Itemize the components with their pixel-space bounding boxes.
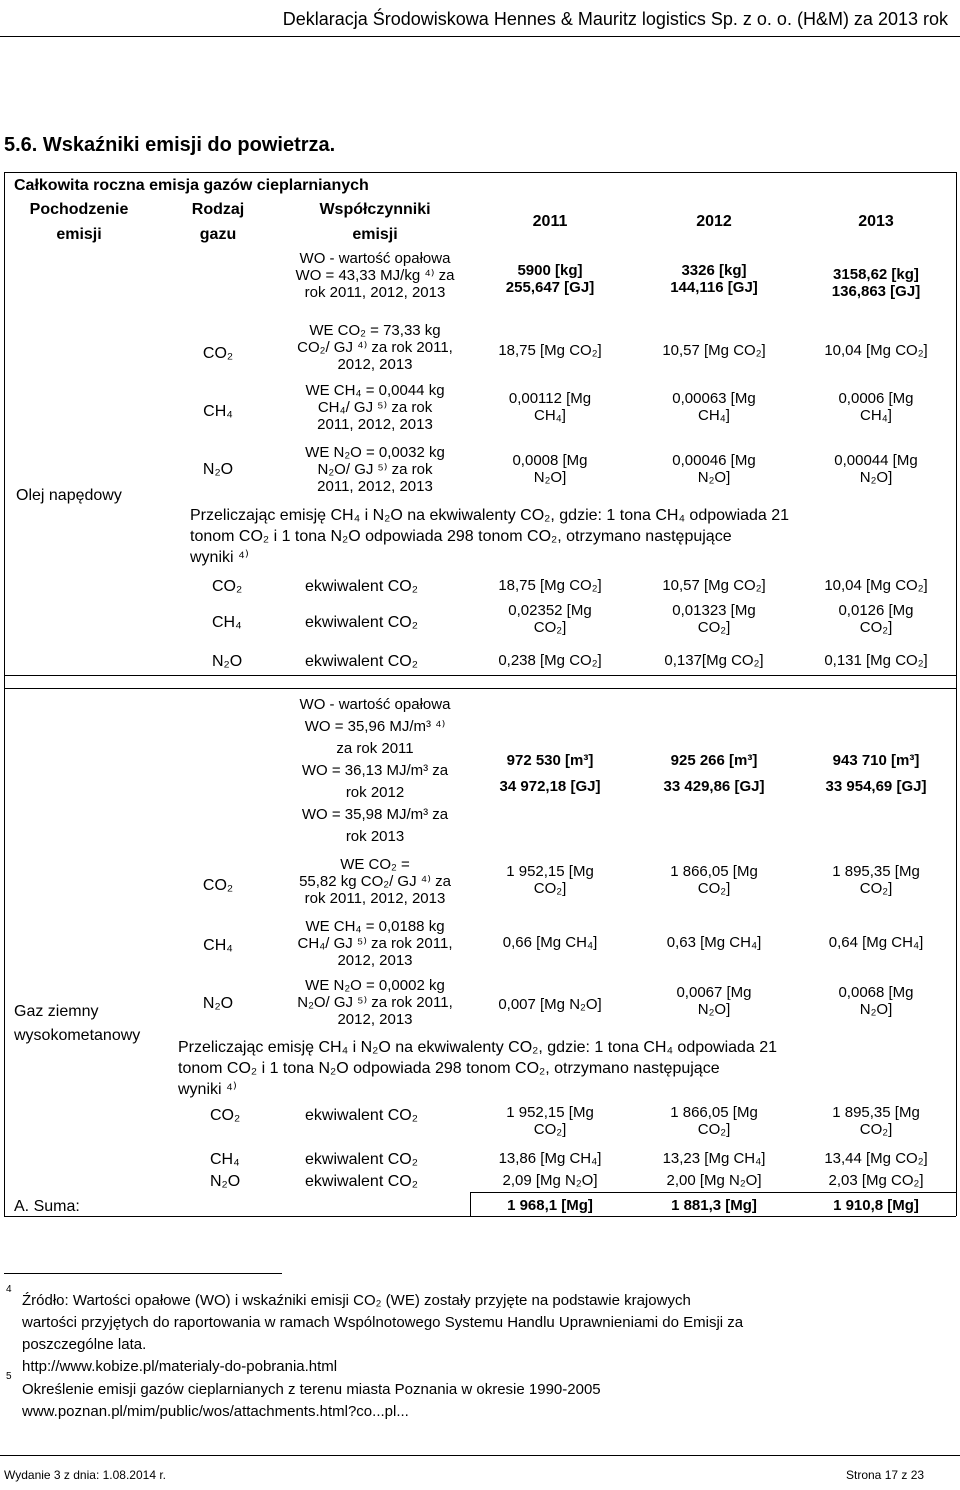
footer-page-number: Strona 17 z 23: [846, 1468, 925, 1482]
oil-ch4-factor: WE CH₄ = 0,0044 kg CH₄/ GJ ⁵⁾ za rok 2011, 2012, 2013: [305, 382, 445, 433]
oil-conversion-note-1: Przeliczając emisję CH₄ i N₂O na ekwiwalenty CO₂, gdzie: 1 tona CH₄ odpowiada 21: [190, 507, 790, 524]
oil-eq-co2-label: ekwiwalent CO₂: [305, 578, 418, 595]
gas-co2-2012: 1 866,05 [Mg CO₂]: [670, 863, 758, 897]
oil-conversion-note-3: wyniki ⁴⁾: [190, 549, 249, 566]
oil-eq-n2o-label: ekwiwalent CO₂: [305, 653, 418, 670]
gas-wo-2011: 972 530 [m³] 34 972,18 [GJ]: [499, 752, 601, 795]
gas-eq-co2-label: ekwiwalent CO₂: [305, 1107, 418, 1124]
gas-ch4-factor: WE CH₄ = 0,0188 kg CH₄/ GJ ⁵⁾ za rok 2011, 2012, 2013: [297, 918, 453, 969]
oil-ch4-2012: 0,00063 [Mg CH₄]: [672, 390, 756, 424]
footnote-4-line-2: wartości przyjętych do raportowania w ramach Wspólnotowego Systemu Handlu Uprawnieniami do Emisji za: [22, 1314, 744, 1331]
gas-eq-ch4-2012: 13,23 [Mg CH₄]: [662, 1150, 766, 1167]
gas-wo-2013: 943 710 [m³] 33 954,69 [GJ]: [825, 752, 927, 795]
header-source: Pochodzenie: [29, 201, 129, 218]
header-gas-2: gazu: [199, 226, 237, 243]
gas-eq-n2o-2013: 2,03 [Mg CO₂]: [828, 1172, 924, 1189]
gas-co2-2013: 1 895,35 [Mg CO₂]: [832, 863, 920, 897]
gas-eq-n2o-2012: 2,00 [Mg N₂O]: [666, 1172, 762, 1189]
gas-eq-co2-gas: CO₂: [210, 1107, 241, 1124]
gas-eq-co2-2013: 1 895,35 [Mg CO₂]: [832, 1104, 920, 1138]
oil-wo-2012: 3326 [kg] 144,116 [GJ]: [670, 262, 758, 296]
header-year-2013: 2013: [858, 213, 894, 230]
oil-n2o-2011: 0,0008 [Mg N₂O]: [512, 452, 588, 486]
header-rule: [0, 36, 960, 37]
gas-eq-ch4-2013: 13,44 [Mg CO₂]: [824, 1150, 928, 1167]
sum-label: A. Suma:: [14, 1198, 80, 1215]
footer-rule: [0, 1455, 960, 1456]
header-year-2011: 2011: [532, 213, 568, 230]
footnote-4-number: 4: [6, 1284, 12, 1295]
oil-ch4-2011: 0,00112 [Mg CH₄]: [508, 390, 592, 424]
oil-co2-factor: WE CO₂ = 73,33 kg CO₂/ GJ ⁴⁾ za rok 2011, 2012, 2013: [297, 322, 453, 373]
gas-co2-2011: 1 952,15 [Mg CO₂]: [506, 863, 594, 897]
gas-gas-co2: CO₂: [202, 877, 234, 894]
oil-wo-factor: WO - wartość opałowa WO = 43,33 MJ/kg ⁴⁾ za rok 2011, 2012, 2013: [295, 250, 455, 301]
oil-eq-co2-2011: 18,75 [Mg CO₂]: [498, 577, 602, 594]
oil-n2o-2012: 0,00046 [Mg N₂O]: [672, 452, 756, 486]
oil-gas-ch4: CH₄: [203, 403, 233, 420]
gas-wo-factor: WO - wartość opałowa WO = 35,96 MJ/m³ ⁴⁾ za rok 2011 WO = 36,13 MJ/m³ za rok 2012 WO = 35,98 MJ/m³ za rok 2013: [299, 696, 451, 845]
oil-wo-2013: 3158,62 [kg] 136,863 [GJ]: [831, 266, 921, 300]
oil-co2-2012: 10,57 [Mg CO₂]: [662, 342, 766, 359]
footer-edition: Wydanie 3 z dnia: 1.08.2014 r.: [4, 1468, 166, 1482]
header-factors: Współczynniki: [319, 201, 431, 218]
gas-eq-n2o-2011: 2,09 [Mg N₂O]: [502, 1172, 598, 1189]
gas-eq-ch4-gas: CH₄: [210, 1151, 240, 1168]
oil-eq-co2-2012: 10,57 [Mg CO₂]: [662, 577, 766, 594]
oil-eq-co2-gas: CO₂: [212, 578, 243, 595]
gas-ch4-2011: 0,66 [Mg CH₄]: [502, 934, 598, 951]
sum-2013: 1 910,8 [Mg]: [833, 1197, 919, 1214]
gas-eq-ch4-2011: 13,86 [Mg CH₄]: [498, 1150, 602, 1167]
gas-ch4-2012: 0,63 [Mg CH₄]: [666, 934, 762, 951]
section-title: 5.6. Wskaźniki emisji do powietrza.: [4, 134, 336, 156]
header-gas: Rodzaj: [191, 201, 245, 218]
oil-gas-co2: CO₂: [202, 345, 234, 362]
source-oil-label: Olej napędowy: [16, 487, 122, 504]
oil-co2-2011: 18,75 [Mg CO₂]: [498, 342, 602, 359]
gas-eq-co2-2011: 1 952,15 [Mg CO₂]: [506, 1104, 594, 1138]
footnote-4-line-3: poszczególne lata.: [22, 1336, 147, 1353]
gas-conversion-note-1: Przeliczając emisję CH₄ i N₂O na ekwiwalenty CO₂, gdzie: 1 tona CH₄ odpowiada 21: [178, 1039, 778, 1056]
gas-n2o-2011: 0,007 [Mg N₂O]: [498, 996, 602, 1013]
oil-ch4-2013: 0,0006 [Mg CH₄]: [838, 390, 914, 424]
gas-conversion-note-3: wyniki ⁴⁾: [178, 1081, 237, 1098]
footnote-4-line-1: Źródło: Wartości opałowe (WO) i wskaźniki emisji CO₂ (WE) zostały przyjęte na podstawie krajowych: [22, 1292, 691, 1309]
header-factors-2: emisji: [352, 226, 398, 243]
gas-eq-co2-2012: 1 866,05 [Mg CO₂]: [670, 1104, 758, 1138]
oil-n2o-factor: WE N₂O = 0,0032 kg N₂O/ GJ ⁵⁾ za rok 2011, 2012, 2013: [305, 444, 445, 495]
gas-n2o-2012: 0,0067 [Mg N₂O]: [676, 984, 752, 1018]
footnote-4-link[interactable]: http://www.kobize.pl/materialy-do-pobrania.html: [22, 1358, 338, 1375]
gas-co2-factor: WE CO₂ = 55,82 kg CO₂/ GJ ⁴⁾ za rok 2011, 2012, 2013: [299, 856, 451, 907]
source-gas-label-2: wysokometanowy: [14, 1027, 141, 1044]
oil-eq-n2o-2012: 0,137[Mg CO₂]: [664, 652, 764, 669]
oil-n2o-2013: 0,00044 [Mg N₂O]: [834, 452, 918, 486]
gas-wo-2012: 925 266 [m³] 33 429,86 [GJ]: [663, 752, 765, 795]
source-gas-label-1: Gaz ziemny: [14, 1003, 99, 1020]
oil-eq-n2o-gas: N₂O: [212, 653, 243, 670]
oil-eq-ch4-2013: 0,0126 [Mg CO₂]: [838, 602, 914, 636]
oil-conversion-note-2: tonom CO₂ i 1 tona N₂O odpowiada 298 tonom CO₂, otrzymano następujące: [190, 528, 732, 545]
gas-n2o-2013: 0,0068 [Mg N₂O]: [838, 984, 914, 1018]
gas-gas-n2o: N₂O: [202, 995, 234, 1012]
gas-conversion-note-2: tonom CO₂ i 1 tona N₂O odpowiada 298 tonom CO₂, otrzymano następujące: [178, 1060, 720, 1077]
header-source-2: emisji: [56, 226, 102, 243]
footnote-5-link[interactable]: www.poznan.pl/mim/public/wos/attachments.html?co...pl...: [22, 1403, 409, 1420]
gas-n2o-factor: WE N₂O = 0,0002 kg N₂O/ GJ ⁵⁾ za rok 2011, 2012, 2013: [297, 977, 453, 1028]
oil-eq-ch4-2011: 0,02352 [Mg CO₂]: [508, 602, 592, 636]
oil-eq-ch4-2012: 0,01323 [Mg CO₂]: [672, 602, 756, 636]
header-year-2012: 2012: [696, 213, 732, 230]
gas-eq-ch4-label: ekwiwalent CO₂: [305, 1151, 418, 1168]
footnote-5-number: 5: [6, 1371, 12, 1382]
oil-eq-ch4-gas: CH₄: [212, 614, 242, 631]
oil-gas-n2o: N₂O: [202, 461, 234, 478]
footnote-5-line-1: Określenie emisji gazów cieplarnianych z terenu miasta Poznania w okresie 1990-2005: [22, 1381, 601, 1398]
gas-gas-ch4: CH₄: [203, 937, 233, 954]
document-header-title: Deklaracja Środowiskowa Hennes & Mauritz logistics Sp. z o. o. (H&M) za 2013 rok: [282, 9, 948, 29]
oil-eq-co2-2013: 10,04 [Mg CO₂]: [824, 577, 928, 594]
oil-eq-ch4-label: ekwiwalent CO₂: [305, 614, 418, 631]
table-caption: Całkowita roczna emisja gazów cieplarnianych: [14, 177, 369, 194]
gas-ch4-2013: 0,64 [Mg CH₄]: [828, 934, 924, 951]
gas-eq-n2o-gas: N₂O: [210, 1173, 241, 1190]
oil-eq-n2o-2013: 0,131 [Mg CO₂]: [824, 652, 928, 669]
footnote-rule: [4, 1273, 282, 1274]
sum-2012: 1 881,3 [Mg]: [671, 1197, 757, 1214]
gas-eq-n2o-label: ekwiwalent CO₂: [305, 1173, 418, 1190]
oil-wo-2011: 5900 [kg] 255,647 [GJ]: [505, 262, 595, 296]
sum-2011: 1 968,1 [Mg]: [507, 1197, 593, 1214]
oil-eq-n2o-2011: 0,238 [Mg CO₂]: [498, 652, 602, 669]
oil-co2-2013: 10,04 [Mg CO₂]: [824, 342, 928, 359]
